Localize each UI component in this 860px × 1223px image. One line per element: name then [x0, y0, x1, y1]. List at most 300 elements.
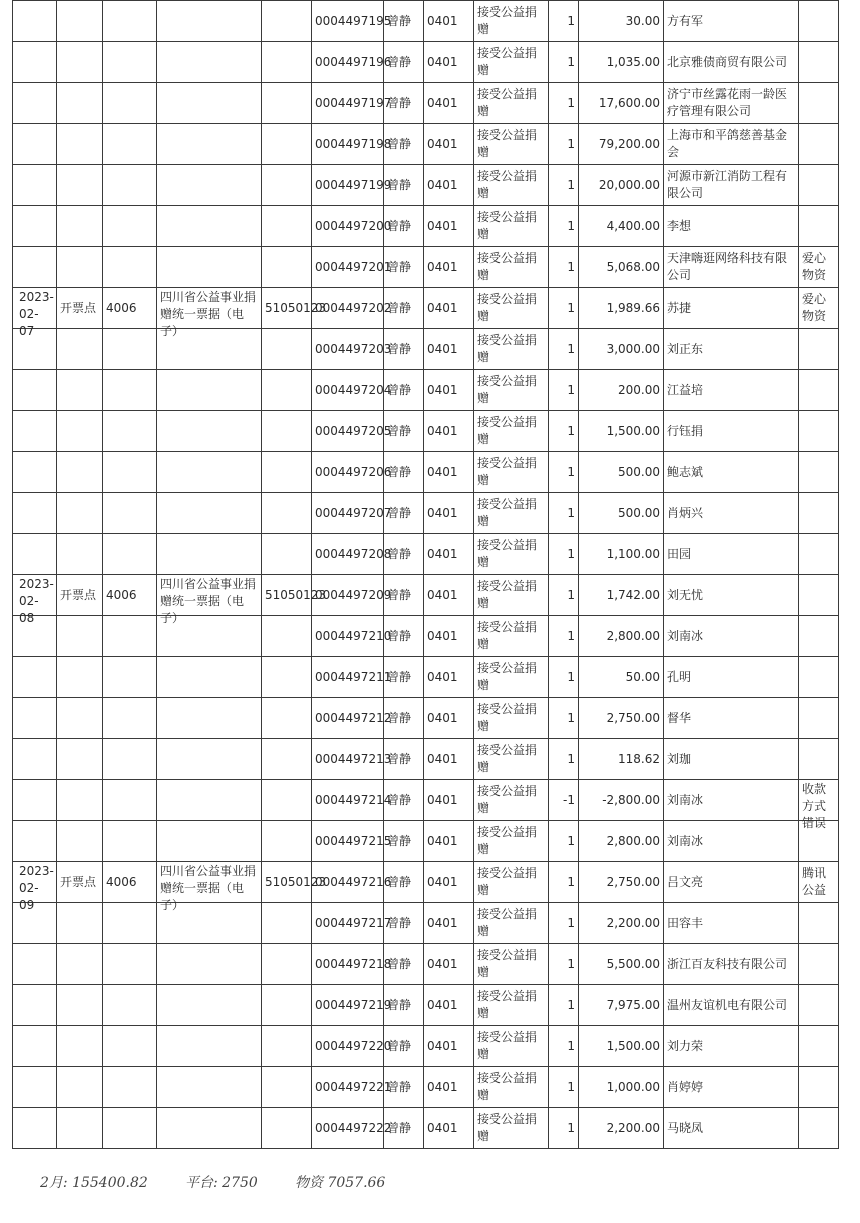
cell-code [103, 247, 157, 288]
table-row [13, 165, 839, 206]
cell-remark-text: 爱心物资 [802, 251, 827, 282]
cell-issue-point [57, 944, 103, 985]
cell-bill-number [312, 821, 392, 862]
cell-payer [664, 288, 799, 329]
cell-qty-text: 1 [567, 669, 575, 684]
cell-payer-text: 鲍志斌 [667, 464, 704, 479]
cell-bill-type [157, 493, 262, 534]
cell-amount [579, 903, 664, 944]
cell-agency-code [262, 534, 312, 575]
cell-remark [799, 329, 839, 370]
cell-code [103, 698, 157, 739]
cell-agency-code-text: 51050123 [265, 587, 327, 602]
cell-agency-code [262, 780, 312, 821]
cell-agency-code [262, 206, 312, 247]
cell-operator [384, 575, 424, 616]
cell-agency-code [262, 1, 312, 42]
cell-item [474, 206, 549, 247]
cell-amount [579, 165, 664, 206]
cell-dept [424, 42, 474, 83]
cell-remark [799, 534, 839, 575]
cell-bill-type [157, 985, 262, 1026]
cell-code-text: 4006 [106, 300, 137, 315]
cell-item-text: 接受公益捐赠 [477, 866, 538, 897]
cell-item [474, 616, 549, 657]
cell-operator-text: 曾静 [387, 1120, 412, 1135]
cell-agency-code [262, 903, 312, 944]
cell-operator [384, 165, 424, 206]
cell-item-text: 接受公益捐赠 [477, 374, 538, 405]
cell-qty-text: 1 [567, 423, 575, 438]
cell-issue-point [57, 739, 103, 780]
cell-qty [549, 575, 579, 616]
cell-date [13, 206, 57, 247]
cell-remark [799, 1026, 839, 1067]
cell-item [474, 698, 549, 739]
cell-bill-number-text: 0004497217 [315, 915, 392, 930]
cell-payer-text: 浙江百友科技有限公司 [667, 956, 788, 971]
cell-item [474, 452, 549, 493]
cell-dept-text: 0401 [427, 54, 458, 69]
table-row [13, 411, 839, 452]
cell-bill-number [312, 370, 392, 411]
cell-operator [384, 452, 424, 493]
cell-bill-number [312, 862, 392, 903]
cell-issue-point [57, 83, 103, 124]
cell-payer-text: 督华 [667, 710, 692, 725]
cell-dept [424, 616, 474, 657]
cell-dept [424, 903, 474, 944]
cell-qty-text: 1 [567, 833, 575, 848]
cell-agency-code [262, 985, 312, 1026]
cell-bill-number-text: 0004497208 [315, 546, 392, 561]
cell-dept [424, 1026, 474, 1067]
cell-qty-text: 1 [567, 587, 575, 602]
cell-payer [664, 985, 799, 1026]
cell-bill-number [312, 493, 392, 534]
cell-payer-text: 行钰捐 [667, 423, 704, 438]
cell-amount-text: 2,200.00 [606, 1120, 660, 1135]
cell-bill-number-text: 0004497213 [315, 751, 392, 766]
cell-operator-text: 曾静 [387, 546, 412, 561]
cell-agency-code [262, 247, 312, 288]
cell-issue-point [57, 493, 103, 534]
cell-code [103, 985, 157, 1026]
table-row [13, 534, 839, 575]
cell-qty [549, 534, 579, 575]
cell-payer [664, 944, 799, 985]
cell-bill-type [157, 247, 262, 288]
cell-code [103, 452, 157, 493]
table-row [13, 944, 839, 985]
table-row [13, 288, 839, 329]
cell-qty-text: 1 [567, 136, 575, 151]
table-body [13, 1, 839, 1149]
cell-date [13, 1026, 57, 1067]
cell-amount-text: 2,750.00 [606, 710, 660, 725]
cell-issue-point [57, 862, 103, 903]
cell-bill-number [312, 42, 392, 83]
cell-date [13, 124, 57, 165]
cell-item-text: 接受公益捐赠 [477, 87, 538, 118]
cell-item-text: 接受公益捐赠 [477, 5, 538, 36]
cell-operator [384, 1067, 424, 1108]
cell-agency-code [262, 575, 327, 616]
cell-item-text: 接受公益捐赠 [477, 538, 538, 569]
cell-payer [664, 493, 799, 534]
cell-amount [579, 616, 664, 657]
cell-dept [424, 534, 474, 575]
cell-issue-point [57, 329, 103, 370]
cell-remark [799, 862, 839, 903]
cell-qty [549, 944, 579, 985]
cell-item-text: 接受公益捐赠 [477, 743, 538, 774]
cell-payer-text: 肖炳兴 [667, 505, 704, 520]
cell-issue-point [57, 370, 103, 411]
table-row [13, 657, 839, 698]
cell-remark [799, 247, 839, 288]
cell-qty-text: 1 [567, 54, 575, 69]
cell-amount-text: 200.00 [618, 382, 660, 397]
cell-bill-number-text: 0004497199 [315, 177, 392, 192]
cell-payer-text: 刘正东 [667, 341, 704, 356]
cell-date [13, 698, 57, 739]
cell-qty [549, 780, 579, 821]
cell-amount-text: 4,400.00 [606, 218, 660, 233]
cell-bill-number-text: 0004497195 [315, 13, 392, 28]
cell-amount [579, 206, 664, 247]
cell-qty-text: 1 [567, 1120, 575, 1135]
cell-date-text: 2023-02-09 [19, 864, 54, 912]
cell-operator [384, 493, 424, 534]
footer-month-total: 2月: 155400.82 [40, 1175, 148, 1191]
table-row [13, 575, 839, 616]
cell-agency-code [262, 42, 312, 83]
cell-payer [664, 698, 799, 739]
cell-issue-point [57, 985, 103, 1026]
cell-payer-text: 河源市新江消防工程有限公司 [667, 169, 788, 200]
cell-qty [549, 411, 579, 452]
table-row [13, 739, 839, 780]
cell-code [103, 821, 157, 862]
cell-agency-code [262, 288, 327, 329]
cell-qty [549, 1, 579, 42]
cell-qty [549, 83, 579, 124]
cell-code [103, 862, 157, 903]
cell-item [474, 944, 549, 985]
cell-dept [424, 780, 474, 821]
cell-code [103, 780, 157, 821]
cell-operator-text: 曾静 [387, 1079, 412, 1094]
cell-bill-number [312, 247, 392, 288]
cell-bill-number [312, 124, 392, 165]
cell-dept-text: 0401 [427, 300, 458, 315]
cell-item [474, 329, 549, 370]
cell-amount [579, 575, 664, 616]
cell-remark [799, 698, 839, 739]
cell-bill-type [157, 411, 262, 452]
cell-amount [579, 1026, 664, 1067]
cell-qty [549, 821, 579, 862]
cell-date [13, 821, 57, 862]
cell-payer [664, 1108, 799, 1149]
cell-payer [664, 124, 799, 165]
cell-bill-number [312, 698, 392, 739]
cell-qty [549, 124, 579, 165]
cell-dept [424, 862, 474, 903]
cell-remark [799, 411, 839, 452]
cell-item-text: 接受公益捐赠 [477, 948, 538, 979]
cell-dept [424, 739, 474, 780]
cell-operator [384, 944, 424, 985]
cell-dept-text: 0401 [427, 13, 458, 28]
cell-code [103, 657, 157, 698]
cell-payer [664, 1, 799, 42]
cell-item-text: 接受公益捐赠 [477, 825, 538, 856]
cell-issue-point-text: 开票点 [60, 587, 97, 602]
cell-operator-text: 曾静 [387, 833, 412, 848]
cell-date [13, 657, 57, 698]
cell-qty-text: 1 [567, 218, 575, 233]
cell-dept [424, 1, 474, 42]
cell-agency-code [262, 698, 312, 739]
cell-qty-text: 1 [567, 300, 575, 315]
cell-remark-text: 收款方式错误 [802, 782, 827, 830]
cell-operator [384, 124, 424, 165]
cell-date [13, 42, 57, 83]
cell-operator-text: 曾静 [387, 136, 412, 151]
cell-qty-text: 1 [567, 1079, 575, 1094]
cell-qty [549, 206, 579, 247]
cell-operator-text: 曾静 [387, 54, 412, 69]
table-row [13, 821, 839, 862]
cell-code [103, 288, 157, 329]
cell-code-text: 4006 [106, 874, 137, 889]
cell-amount-text: 1,100.00 [606, 546, 660, 561]
cell-code [103, 206, 157, 247]
cell-dept [424, 452, 474, 493]
cell-item [474, 821, 549, 862]
cell-bill-number-text: 0004497222 [315, 1120, 392, 1135]
cell-remark [799, 493, 839, 534]
cell-bill-type [157, 83, 262, 124]
cell-amount [579, 944, 664, 985]
cell-dept-text: 0401 [427, 710, 458, 725]
cell-bill-number-text: 0004497205 [315, 423, 392, 438]
cell-remark [799, 165, 839, 206]
cell-bill-number [312, 780, 392, 821]
cell-qty-text: 1 [567, 1038, 575, 1053]
cell-agency-code [262, 329, 312, 370]
cell-amount-text: 2,750.00 [606, 874, 660, 889]
cell-remark [799, 42, 839, 83]
cell-qty-text: 1 [567, 505, 575, 520]
cell-issue-point [57, 534, 103, 575]
cell-item [474, 42, 549, 83]
cell-bill-number [312, 739, 392, 780]
cell-code [103, 903, 157, 944]
cell-bill-number [312, 534, 392, 575]
cell-payer [664, 575, 799, 616]
cell-dept [424, 657, 474, 698]
cell-amount [579, 1108, 664, 1149]
cell-bill-number-text: 0004497204 [315, 382, 392, 397]
cell-remark [799, 985, 839, 1026]
cell-agency-code [262, 657, 312, 698]
cell-item-text: 接受公益捐赠 [477, 415, 538, 446]
cell-issue-point [57, 616, 103, 657]
cell-dept-text: 0401 [427, 751, 458, 766]
cell-amount [579, 83, 664, 124]
cell-bill-number [312, 206, 392, 247]
cell-item-text: 接受公益捐赠 [477, 128, 538, 159]
cell-payer [664, 616, 799, 657]
cell-bill-number-text: 0004497196 [315, 54, 392, 69]
cell-issue-point [57, 452, 103, 493]
cell-qty [549, 903, 579, 944]
cell-qty [549, 698, 579, 739]
cell-operator [384, 411, 424, 452]
cell-agency-code [262, 1108, 312, 1149]
cell-payer [664, 206, 799, 247]
cell-bill-number [312, 903, 392, 944]
table-row [13, 42, 839, 83]
cell-operator [384, 83, 424, 124]
cell-operator-text: 曾静 [387, 874, 412, 889]
cell-item [474, 575, 549, 616]
cell-dept-text: 0401 [427, 1038, 458, 1053]
cell-operator-text: 曾静 [387, 464, 412, 479]
cell-dept [424, 370, 474, 411]
cell-operator [384, 534, 424, 575]
cell-bill-number [312, 452, 392, 493]
cell-bill-number [312, 616, 392, 657]
cell-operator-text: 曾静 [387, 997, 412, 1012]
cell-item [474, 903, 549, 944]
cell-item-text: 接受公益捐赠 [477, 620, 538, 651]
cell-dept [424, 698, 474, 739]
cell-amount [579, 1067, 664, 1108]
cell-operator [384, 985, 424, 1026]
cell-amount-text: 1,035.00 [606, 54, 660, 69]
cell-dept-text: 0401 [427, 505, 458, 520]
cell-qty-text: 1 [567, 915, 575, 930]
cell-dept [424, 944, 474, 985]
cell-payer [664, 1026, 799, 1067]
cell-operator-text: 曾静 [387, 341, 412, 356]
cell-payer [664, 165, 799, 206]
cell-bill-number-text: 0004497221 [315, 1079, 392, 1094]
cell-code [103, 1067, 157, 1108]
cell-operator [384, 903, 424, 944]
cell-qty [549, 1026, 579, 1067]
cell-issue-point [57, 1026, 103, 1067]
cell-bill-number [312, 1108, 392, 1149]
cell-qty [549, 985, 579, 1026]
cell-date [13, 370, 57, 411]
cell-amount [579, 862, 664, 903]
cell-operator-text: 曾静 [387, 1038, 412, 1053]
table-row [13, 1, 839, 42]
cell-dept-text: 0401 [427, 177, 458, 192]
cell-item-text: 接受公益捐赠 [477, 456, 538, 487]
cell-remark [799, 206, 839, 247]
cell-operator-text: 曾静 [387, 505, 412, 520]
cell-issue-point [57, 821, 103, 862]
cell-bill-type-text: 四川省公益事业捐赠统一票据（电子） [160, 864, 257, 912]
cell-bill-number-text: 0004497220 [315, 1038, 392, 1053]
cell-dept [424, 165, 474, 206]
cell-payer [664, 329, 799, 370]
cell-amount-text: 118.62 [618, 751, 660, 766]
cell-date [13, 575, 57, 625]
cell-remark [799, 575, 839, 616]
cell-code [103, 83, 157, 124]
cell-bill-type [157, 124, 262, 165]
cell-qty [549, 739, 579, 780]
cell-remark [799, 288, 839, 329]
cell-dept-text: 0401 [427, 669, 458, 684]
cell-payer [664, 452, 799, 493]
cell-payer-text: 刘南冰 [667, 792, 704, 807]
cell-dept-text: 0401 [427, 341, 458, 356]
cell-code [103, 165, 157, 206]
cell-bill-number-text: 0004497200 [315, 218, 392, 233]
table-row [13, 247, 839, 288]
cell-amount [579, 739, 664, 780]
cell-item [474, 370, 549, 411]
cell-code [103, 1026, 157, 1067]
table-row [13, 1026, 839, 1067]
cell-issue-point [57, 1, 103, 42]
cell-payer-text: 江益培 [667, 382, 704, 397]
cell-payer-text: 天津嗨逛网络科技有限公司 [667, 251, 788, 282]
cell-item [474, 124, 549, 165]
cell-agency-code [262, 739, 312, 780]
cell-payer-text: 孔明 [667, 669, 692, 684]
cell-item [474, 288, 549, 329]
cell-item-text: 接受公益捐赠 [477, 251, 538, 282]
cell-amount [579, 657, 664, 698]
cell-remark [799, 124, 839, 165]
cell-item [474, 534, 549, 575]
cell-amount [579, 370, 664, 411]
cell-amount-text: 20,000.00 [598, 177, 660, 192]
table-row [13, 329, 839, 370]
cell-issue-point [57, 247, 103, 288]
cell-amount-text: 3,000.00 [606, 341, 660, 356]
cell-qty [549, 616, 579, 657]
cell-payer-text: 刘无忧 [667, 587, 704, 602]
cell-amount-text: 2,800.00 [606, 628, 660, 643]
cell-bill-number-text: 0004497202 [315, 300, 392, 315]
cell-payer-text: 吕文亮 [667, 874, 704, 889]
cell-operator-text: 曾静 [387, 628, 412, 643]
cell-qty [549, 452, 579, 493]
cell-agency-code [262, 616, 312, 657]
cell-issue-point [57, 288, 103, 329]
cell-bill-number-text: 0004497214 [315, 792, 392, 807]
cell-payer [664, 42, 799, 83]
cell-bill-type [157, 165, 262, 206]
cell-bill-type [157, 1026, 262, 1067]
cell-bill-type [157, 1108, 262, 1149]
cell-operator [384, 780, 424, 821]
cell-date [13, 165, 57, 206]
cell-qty [549, 165, 579, 206]
cell-bill-number [312, 83, 392, 124]
cell-bill-type [157, 206, 262, 247]
